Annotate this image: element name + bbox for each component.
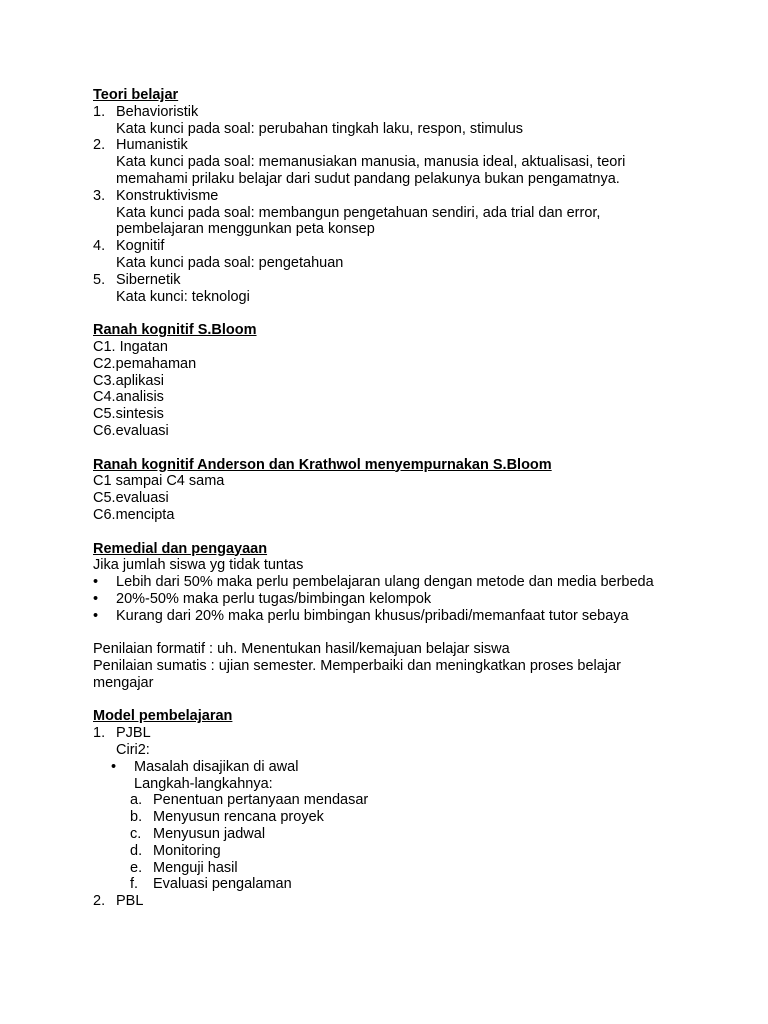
list-item — [93, 809, 675, 826]
step-text: Menyusun rencana proyek — [153, 809, 324, 826]
bullet-icon: • — [111, 758, 117, 775]
bloom-line: C1. Ingatan — [93, 338, 168, 355]
bloom-line: C4.analisis — [93, 389, 164, 406]
list-item — [93, 876, 675, 893]
list-item — [93, 104, 675, 138]
list-number: 3. — [93, 187, 106, 204]
bullet-icon: • — [93, 607, 99, 624]
list-number: 5. — [93, 271, 106, 288]
list-item-title: Konstruktivisme — [116, 187, 219, 204]
model-heading: Model pembelajaran — [93, 708, 233, 725]
step-label: c. — [130, 826, 142, 843]
step-text: Penentuan pertanyaan mendasar — [153, 792, 369, 809]
step-label: e. — [130, 859, 143, 876]
bloom-line: C2.pemahaman — [93, 355, 197, 372]
step-label: b. — [130, 809, 143, 826]
list-number: 4. — [93, 238, 106, 255]
anderson-line: C6.mencipta — [93, 506, 175, 523]
remedial-intro: Jika jumlah siswa yg tidak tuntas — [93, 557, 304, 574]
list-item — [93, 238, 675, 272]
step-text: Menguji hasil — [153, 859, 238, 876]
list-item-desc: Kata kunci pada soal: perubahan tingkah laku, respon, stimulus — [116, 120, 524, 137]
list-item-desc: Kata kunci pada soal: pengetahuan — [116, 254, 344, 271]
list-item — [93, 188, 675, 238]
list-number: 2. — [93, 137, 106, 154]
anderson-heading: Ranah kognitif Anderson dan Krathwol menyempurnakan S.Bloom — [93, 456, 552, 473]
list-number: 2. — [93, 893, 106, 910]
bullet-text: 20%-50% maka perlu tugas/bimbingan kelompok — [116, 590, 432, 607]
list-item-desc: Kata kunci: teknologi — [116, 288, 250, 305]
list-item-title: Sibernetik — [116, 271, 181, 288]
bullet-text: Lebih dari 50% maka perlu pembelajaran ulang dengan metode dan media berbeda — [116, 574, 654, 591]
teori-heading: Teori belajar — [93, 87, 179, 103]
penilaian-sumatis: Penilaian sumatis : ujian semester. Memperbaiki dan meningkatkan proses belajar mengajar — [93, 658, 621, 691]
list-item — [93, 574, 675, 591]
list-item-title: Humanistik — [116, 137, 188, 154]
anderson-line: C5.evaluasi — [93, 490, 169, 507]
list-item — [93, 591, 675, 608]
step-label: d. — [130, 842, 143, 859]
bloom-line: C3.aplikasi — [93, 372, 164, 389]
step-label: f. — [130, 876, 139, 893]
list-item-title: PJBL — [116, 725, 151, 742]
list-item — [93, 893, 675, 910]
list-item-title: Behavioristik — [116, 103, 199, 120]
bloom-heading: Ranah kognitif S.Bloom — [93, 322, 257, 339]
bullet-icon: • — [93, 590, 99, 607]
list-item — [93, 826, 675, 843]
bloom-line: C5.sintesis — [93, 406, 164, 423]
anderson-line: C1 sampai C4 sama — [93, 473, 225, 490]
list-item-title: Kognitif — [116, 238, 165, 255]
list-item — [93, 137, 675, 187]
list-item — [93, 843, 675, 860]
list-number: 1. — [93, 725, 106, 742]
bullet-icon: • — [93, 574, 99, 591]
step-text: Monitoring — [153, 842, 221, 859]
list-item — [93, 792, 675, 809]
bullet-text: Kurang dari 20% maka perlu bimbingan khusus/pribadi/memanfaat tutor sebaya — [116, 607, 629, 624]
langkah-title: Langkah-langkahnya: — [134, 775, 273, 792]
step-text: Evaluasi pengalaman — [153, 876, 292, 893]
step-text: Menyusun jadwal — [153, 826, 266, 843]
ciri-label: Ciri2: — [116, 742, 150, 759]
list-item-desc: Kata kunci pada soal: membangun pengetahuan sendiri, ada trial dan error, pembelajaran menggunkan peta konsep — [116, 204, 601, 238]
bullet-text: Masalah disajikan di awal — [134, 758, 299, 775]
remedial-heading: Remedial dan pengayaan — [93, 540, 268, 557]
bloom-line: C6.evaluasi — [93, 422, 169, 439]
list-item — [93, 860, 675, 877]
penilaian-formatif: Penilaian formatif : uh. Menentukan hasil/kemajuan belajar siswa — [93, 641, 510, 658]
step-label: a. — [130, 792, 143, 809]
list-item — [93, 272, 675, 306]
list-item-title: PBL — [116, 893, 144, 910]
list-number: 1. — [93, 103, 106, 120]
document-content — [93, 87, 675, 910]
list-item — [93, 725, 675, 759]
list-item-desc: Kata kunci pada soal: memanusiakan manusia, manusia ideal, aktualisasi, teori memahami prilaku belajar dari sudut pandang pelakunya bukan pengamatnya. — [116, 154, 626, 187]
list-item — [93, 608, 675, 625]
list-item — [93, 759, 675, 776]
